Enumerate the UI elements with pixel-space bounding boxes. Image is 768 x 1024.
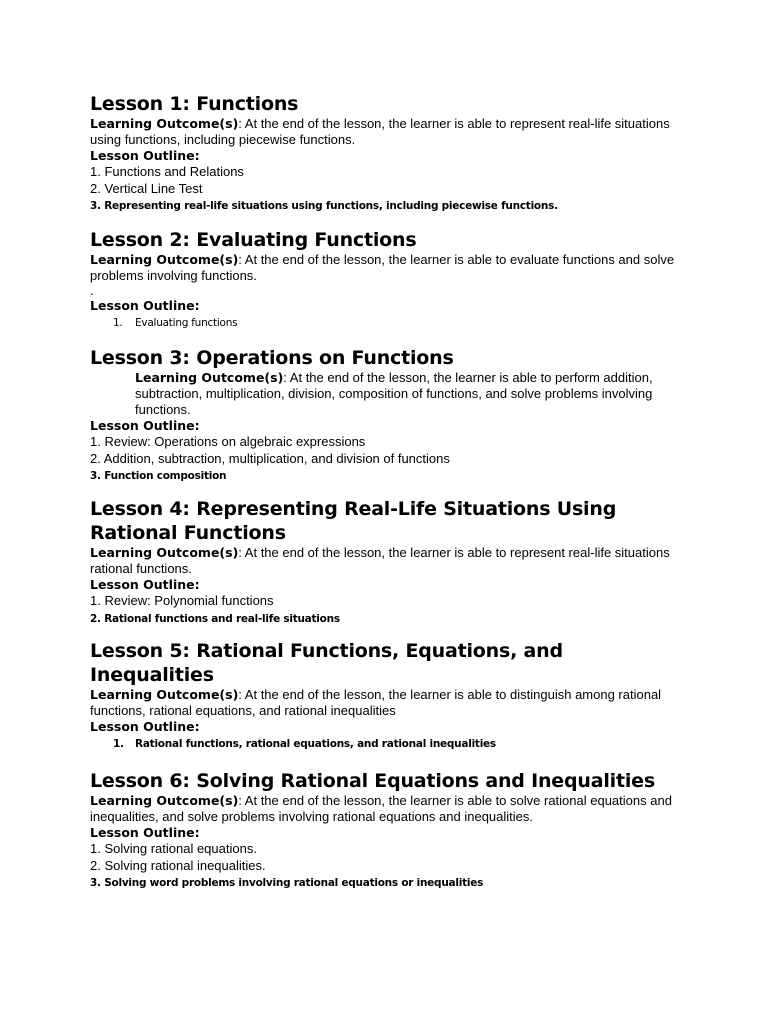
learning-outcome xyxy=(90,252,690,284)
outline-item: 3. Function composition xyxy=(90,470,227,482)
outline-label: Lesson Outline: xyxy=(90,418,200,433)
outcome-text: : At the end of the lesson, the learner is able to perform addition, subtraction, multiplication, division, composition of functions, and solve problems involving functions. xyxy=(135,370,653,417)
outcome-label: Learning Outcome(s) xyxy=(90,545,239,560)
outcome-text: : At the end of the lesson, the learner is able to represent real-life situations using functions, including piecewise functions. xyxy=(90,116,670,147)
lesson-6 xyxy=(90,769,690,892)
list-number: 1. xyxy=(113,317,123,329)
outline-item: 2. Addition, subtraction, multiplication, and division of functions xyxy=(90,450,450,466)
outcome-text: : At the end of the lesson, the learner is able to evaluate functions and solve problems involving functions. xyxy=(90,252,675,283)
outline-item: 2. Solving rational inequalities. xyxy=(90,857,266,873)
outcome-text: : At the end of the lesson, the learner is able to represent real-life situations rational functions. xyxy=(90,545,670,576)
outline-item: 1. Functions and Relations xyxy=(90,164,244,179)
lesson-5 xyxy=(90,639,690,753)
outline-item: 1. Review: Operations on algebraic expressions xyxy=(90,434,366,449)
outline-item xyxy=(90,314,690,332)
outline-label: Lesson Outline: xyxy=(90,719,200,734)
lesson-2 xyxy=(90,228,690,332)
lesson-title: Lesson 2: Evaluating Functions xyxy=(90,229,417,251)
learning-outcome xyxy=(90,370,690,418)
outcome-text: : At the end of the lesson, the learner is able to distinguish among rational functions, rational equations, and rational inequalities xyxy=(90,687,662,718)
learning-outcome xyxy=(90,793,690,825)
list-text: Rational functions, rational equations, and rational inequalities xyxy=(135,738,496,750)
outline-label: Lesson Outline: xyxy=(90,298,200,313)
learning-outcome xyxy=(90,687,690,719)
lesson-1 xyxy=(90,92,690,215)
outline-item: 3. Representing real-life situations using functions, including piecewise functions. xyxy=(90,200,558,212)
list-number: 1. xyxy=(113,738,124,750)
list-text: Evaluating functions xyxy=(135,317,238,329)
outline-item: 2. Vertical Line Test xyxy=(90,180,203,196)
lesson-4 xyxy=(90,497,690,628)
learning-outcome xyxy=(90,545,690,577)
outline-label: Lesson Outline: xyxy=(90,148,200,163)
outline-label: Lesson Outline: xyxy=(90,577,200,592)
outline-item: 1. Review: Polynomial functions xyxy=(90,593,274,608)
outline-item: 2. Rational functions and real-life situations xyxy=(90,612,340,625)
lesson-title: Lesson 3: Operations on Functions xyxy=(90,347,454,369)
lesson-3 xyxy=(90,346,690,485)
stray-period: . xyxy=(90,283,94,298)
outcome-label: Learning Outcome(s) xyxy=(90,687,239,702)
outline-label: Lesson Outline: xyxy=(90,825,200,840)
outcome-label: Learning Outcome(s) xyxy=(90,116,239,131)
outcome-label: Learning Outcome(s) xyxy=(90,252,239,267)
outcome-label: Learning Outcome(s) xyxy=(90,793,239,808)
outcome-label: Learning Outcome(s) xyxy=(135,370,284,385)
lesson-title: Lesson 4: Representing Real-Life Situations Using Rational Functions xyxy=(90,498,617,544)
lesson-title: Lesson 1: Functions xyxy=(90,93,299,115)
outline-item: 1. Solving rational equations. xyxy=(90,841,257,856)
lesson-title: Lesson 6: Solving Rational Equations and Inequalities xyxy=(90,770,655,792)
outcome-text: : At the end of the lesson, the learner is able to solve rational equations and inequalities, and solve problems involving rational equations and inequalities. xyxy=(90,793,672,824)
lesson-title: Lesson 5: Rational Functions, Equations, and Inequalities xyxy=(90,640,563,686)
learning-outcome xyxy=(90,116,690,148)
outline-item: 3. Solving word problems involving rational equations or inequalities xyxy=(90,877,484,889)
outline-item xyxy=(90,735,690,753)
